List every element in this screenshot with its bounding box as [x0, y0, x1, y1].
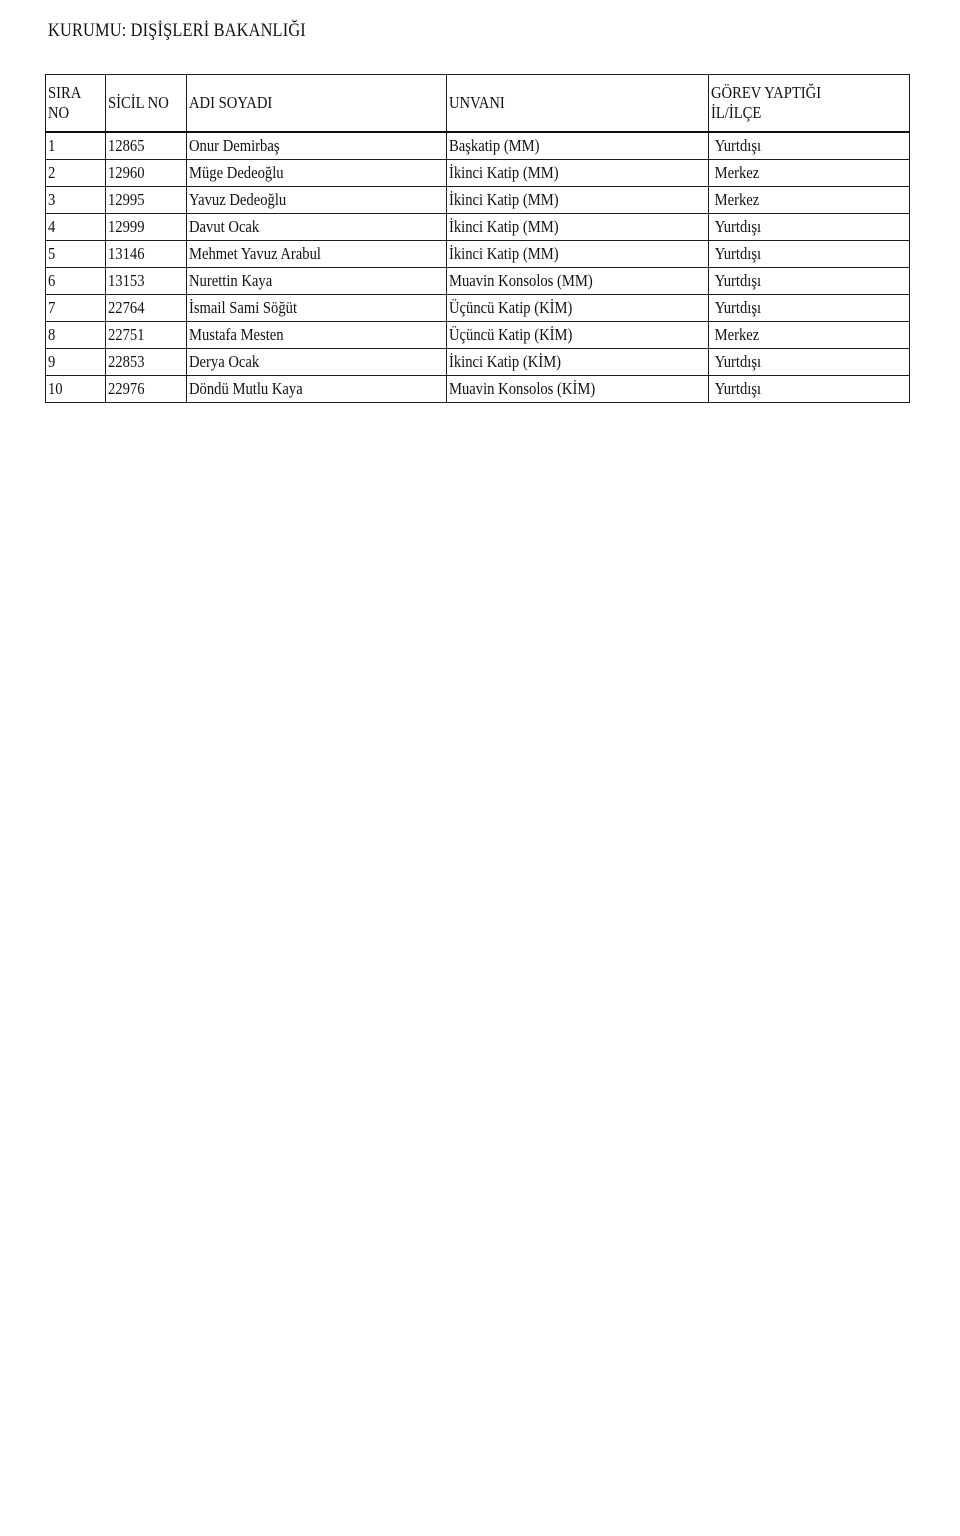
cell-sicil-no-text: 12999	[108, 217, 145, 236]
table-row	[46, 376, 910, 403]
cell-adi-soyadi-text: Nurettin Kaya	[189, 271, 273, 290]
cell-sira-no-text: 4	[48, 217, 56, 236]
cell-sira-no	[46, 241, 106, 268]
table-row	[46, 132, 910, 160]
cell-unvani	[447, 322, 709, 349]
cell-sira-no	[46, 132, 106, 160]
cell-gorev-yeri	[709, 214, 910, 241]
cell-sicil-no	[106, 187, 187, 214]
cell-adi-soyadi-text: Mehmet Yavuz Arabul	[189, 244, 321, 263]
cell-sira-no	[46, 349, 106, 376]
header-sicil-no: SİCİL NO	[106, 75, 187, 133]
cell-adi-soyadi-text: Derya Ocak	[189, 352, 260, 371]
cell-sira-no-text: 8	[48, 325, 56, 344]
cell-gorev-yeri	[709, 376, 910, 403]
cell-adi-soyadi	[187, 214, 447, 241]
cell-sicil-no	[106, 160, 187, 187]
cell-unvani-text: İkinci Katip (MM)	[449, 244, 559, 263]
header-sira-no: SIRA NO	[46, 75, 106, 133]
cell-unvani-text: İkinci Katip (MM)	[449, 217, 559, 236]
cell-adi-soyadi-text: Onur Demirbaş	[189, 136, 280, 155]
cell-sicil-no-text: 22764	[108, 298, 145, 317]
cell-adi-soyadi-text: Davut Ocak	[189, 217, 260, 236]
cell-gorev-yeri	[709, 349, 910, 376]
cell-sira-no-text: 1	[48, 136, 56, 155]
cell-sicil-no-text: 22853	[108, 352, 145, 371]
cell-adi-soyadi-text: Müge Dedeoğlu	[189, 163, 284, 182]
cell-sira-no	[46, 160, 106, 187]
table-row	[46, 295, 910, 322]
cell-sicil-no	[106, 268, 187, 295]
cell-sira-no	[46, 214, 106, 241]
cell-sicil-no-text: 12865	[108, 136, 145, 155]
cell-unvani	[447, 187, 709, 214]
cell-adi-soyadi	[187, 376, 447, 403]
cell-gorev-yeri-text: Yurtdışı	[714, 379, 762, 398]
cell-gorev-yeri-text: Yurtdışı	[714, 271, 762, 290]
cell-unvani	[447, 241, 709, 268]
cell-sira-no-text: 10	[48, 379, 63, 398]
cell-sicil-no	[106, 376, 187, 403]
table-row	[46, 268, 910, 295]
cell-gorev-yeri-text: Yurtdışı	[714, 244, 762, 263]
table-row	[46, 160, 910, 187]
cell-gorev-yeri-text: Yurtdışı	[714, 298, 762, 317]
cell-unvani	[447, 295, 709, 322]
cell-gorev-yeri-text: Merkez	[714, 325, 760, 344]
cell-sira-no-text: 5	[48, 244, 56, 263]
cell-adi-soyadi	[187, 132, 447, 160]
cell-sicil-no	[106, 295, 187, 322]
cell-unvani	[447, 132, 709, 160]
header-adi-soyadi: ADI SOYADI	[187, 75, 447, 133]
cell-adi-soyadi-text: Mustafa Mesten	[189, 325, 284, 344]
cell-sira-no	[46, 295, 106, 322]
cell-unvani	[447, 349, 709, 376]
cell-gorev-yeri-text: Yurtdışı	[714, 217, 762, 236]
cell-sicil-no-text: 13146	[108, 244, 145, 263]
cell-sicil-no-text: 22976	[108, 379, 145, 398]
cell-sicil-no	[106, 132, 187, 160]
cell-sira-no-text: 2	[48, 163, 56, 182]
cell-sira-no-text: 9	[48, 352, 56, 371]
cell-gorev-yeri-text: Yurtdışı	[714, 352, 762, 371]
cell-sira-no-text: 6	[48, 271, 56, 290]
cell-adi-soyadi-text: İsmail Sami Söğüt	[189, 298, 298, 317]
cell-sicil-no	[106, 214, 187, 241]
cell-sira-no-text: 7	[48, 298, 56, 317]
cell-sira-no	[46, 322, 106, 349]
cell-adi-soyadi	[187, 241, 447, 268]
cell-sicil-no-text: 22751	[108, 325, 145, 344]
cell-gorev-yeri	[709, 187, 910, 214]
cell-gorev-yeri	[709, 295, 910, 322]
cell-adi-soyadi	[187, 187, 447, 214]
cell-gorev-yeri	[709, 322, 910, 349]
table-row	[46, 349, 910, 376]
cell-sicil-no	[106, 349, 187, 376]
cell-adi-soyadi	[187, 349, 447, 376]
document-title: KURUMU: DIŞİŞLERİ BAKANLIĞI	[48, 20, 306, 41]
cell-sira-no	[46, 376, 106, 403]
cell-unvani-text: İkinci Katip (MM)	[449, 163, 559, 182]
header-unvani: UNVANI	[447, 75, 709, 133]
cell-sicil-no-text: 12995	[108, 190, 145, 209]
cell-sira-no-text: 3	[48, 190, 56, 209]
cell-gorev-yeri-text: Yurtdışı	[714, 136, 762, 155]
cell-adi-soyadi	[187, 160, 447, 187]
cell-unvani	[447, 214, 709, 241]
cell-gorev-yeri-text: Merkez	[714, 163, 760, 182]
cell-unvani-text: Üçüncü Katip (KİM)	[449, 298, 573, 317]
cell-unvani	[447, 376, 709, 403]
cell-gorev-yeri	[709, 241, 910, 268]
table-row	[46, 322, 910, 349]
table-row	[46, 214, 910, 241]
cell-sicil-no-text: 12960	[108, 163, 145, 182]
cell-adi-soyadi	[187, 295, 447, 322]
table-row	[46, 241, 910, 268]
cell-gorev-yeri	[709, 132, 910, 160]
personnel-table	[45, 74, 910, 403]
cell-sicil-no	[106, 241, 187, 268]
cell-unvani	[447, 268, 709, 295]
cell-unvani-text: Muavin Konsolos (KİM)	[449, 379, 596, 398]
table-row	[46, 187, 910, 214]
cell-unvani-text: Muavin Konsolos (MM)	[449, 271, 593, 290]
cell-sicil-no-text: 13153	[108, 271, 145, 290]
cell-sira-no	[46, 187, 106, 214]
cell-unvani	[447, 160, 709, 187]
cell-adi-soyadi-text: Döndü Mutlu Kaya	[189, 379, 303, 398]
cell-gorev-yeri-text: Merkez	[714, 190, 760, 209]
table-body	[46, 132, 910, 403]
table-header-row	[46, 75, 910, 133]
cell-gorev-yeri	[709, 160, 910, 187]
cell-adi-soyadi-text: Yavuz Dedeoğlu	[189, 190, 287, 209]
cell-unvani-text: İkinci Katip (KİM)	[449, 352, 562, 371]
header-gorev-yeri: GÖREV YAPTIĞI İL/İLÇE	[709, 75, 910, 133]
cell-adi-soyadi	[187, 322, 447, 349]
cell-unvani-text: Başkatip (MM)	[449, 136, 540, 155]
cell-sira-no	[46, 268, 106, 295]
cell-unvani-text: Üçüncü Katip (KİM)	[449, 325, 573, 344]
cell-unvani-text: İkinci Katip (MM)	[449, 190, 559, 209]
cell-sicil-no	[106, 322, 187, 349]
cell-gorev-yeri	[709, 268, 910, 295]
cell-adi-soyadi	[187, 268, 447, 295]
